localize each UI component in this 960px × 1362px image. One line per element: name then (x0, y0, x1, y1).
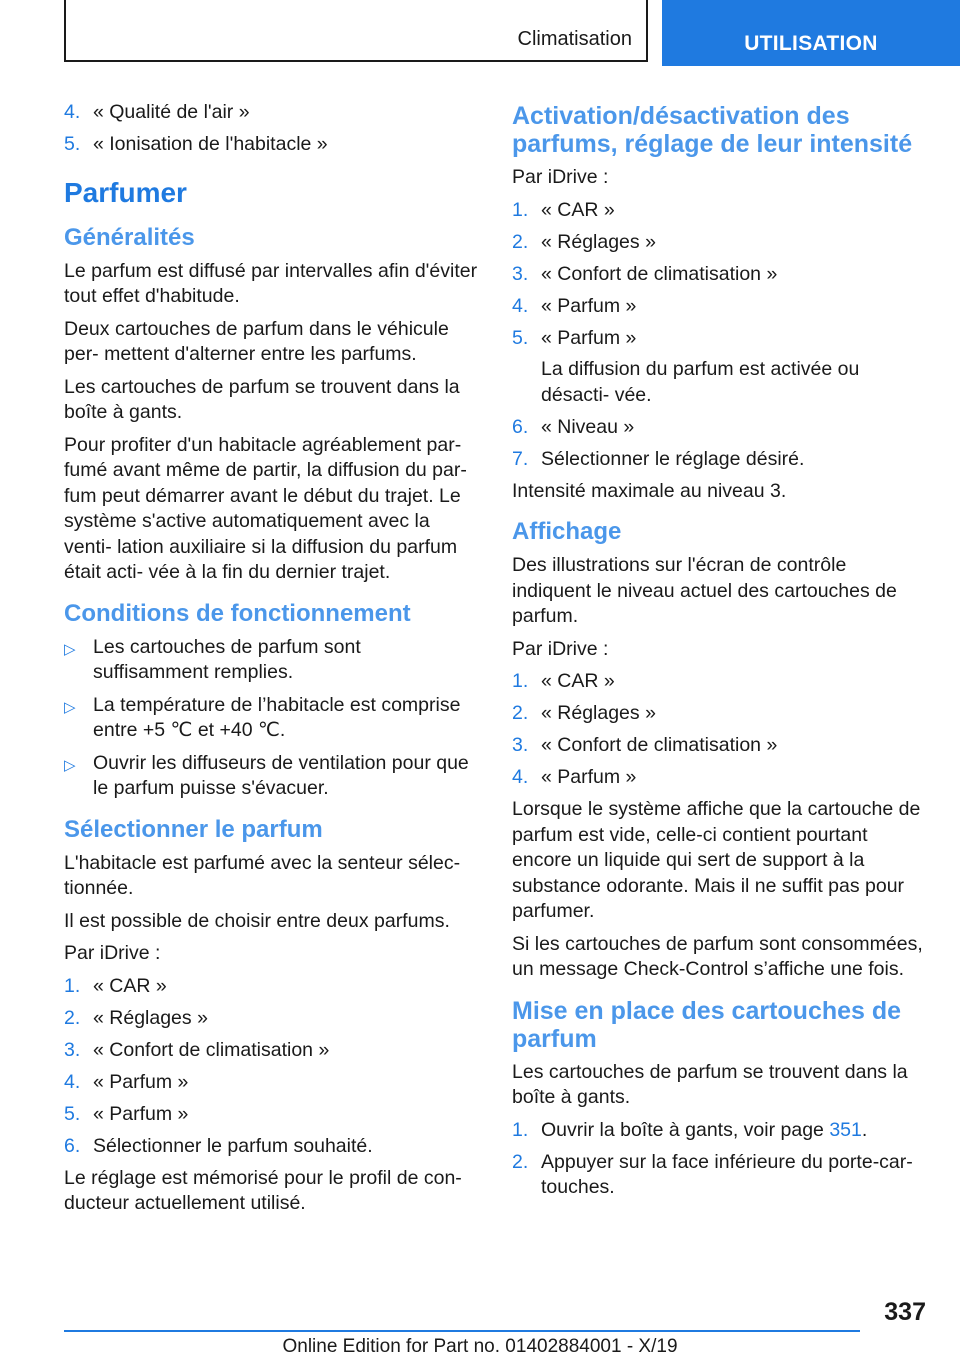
list-item (512, 733, 930, 759)
step-text: « Réglages » (541, 702, 656, 724)
step-text: « CAR » (541, 670, 615, 692)
list-item (512, 262, 930, 288)
step-number: 5. (512, 326, 529, 349)
paragraph: Pour profiter d'un habitacle agréablement par- fumé avant même de partir, la diffusion du par- fum peut démarrer avant le début du trajet. Le système s'active automatiquement avec la venti- lation auxiliaire si la diffusion du parfum était acti- vée à la fin du dernier trajet. (64, 433, 467, 583)
step-number: 6. (64, 1134, 81, 1157)
list-item (512, 669, 930, 695)
step-text: « Confort de climatisation » (541, 262, 778, 285)
list-item (512, 230, 930, 256)
step-number: 2. (64, 1006, 81, 1029)
section-title: Climatisation (517, 28, 632, 50)
step-number: 7. (512, 447, 529, 470)
heading-affichage: Affichage (512, 518, 622, 545)
step-text: « CAR » (93, 974, 167, 997)
footer-divider (64, 1330, 860, 1332)
step-number: 3. (64, 1038, 81, 1061)
selection-steps (64, 974, 480, 1160)
step-number: 1. (512, 1118, 529, 1141)
list-item (64, 100, 480, 126)
list-item (512, 326, 930, 409)
list-item (64, 1006, 480, 1032)
list-item (512, 1118, 930, 1144)
paragraph: Les cartouches de parfum se trouvent dans la boîte à gants. (64, 375, 460, 423)
step-number: 2. (512, 230, 529, 253)
step-text: « Confort de climatisation » (93, 1038, 330, 1061)
bullet-text: Ouvrir les diffuseurs de ventilation pour que le parfum puisse s'évacuer. (93, 751, 469, 799)
step-number: 1. (512, 198, 529, 221)
heading-conditions: Conditions de fonctionnement (64, 599, 411, 627)
step-subtext: La diffusion du parfum est activée ou désacti- vée. (541, 358, 860, 406)
step-text: Sélectionner le réglage désiré. (541, 447, 805, 470)
list-item (512, 294, 930, 320)
step-number: 4. (64, 1070, 81, 1093)
heading-selection: Sélectionner le parfum (64, 815, 323, 843)
list-item (512, 701, 930, 727)
page-header (0, 0, 960, 66)
step-number: 4. (512, 766, 529, 788)
step-number: 2. (512, 702, 529, 724)
paragraph: L'habitacle est parfumé avec la senteur sélec- tionnée. (64, 851, 461, 899)
step-number: 1. (64, 974, 81, 997)
activation-steps (512, 198, 930, 473)
list-item (512, 1150, 930, 1201)
step-text: « Niveau » (541, 415, 635, 438)
step-text: « Parfum » (541, 326, 637, 349)
paragraph: Le réglage est mémorisé pour le profil de con- ducteur actuellement utilisé. (64, 1166, 462, 1214)
step-number: 4. (64, 101, 81, 123)
right-column (512, 100, 930, 1207)
step-text: « Parfum » (541, 766, 637, 788)
step-number: 3. (512, 262, 529, 285)
heading-activation: Activation/désactivation des parfums, réglage de leur intensité (512, 102, 913, 158)
step-number: 3. (512, 734, 529, 756)
affichage-steps (512, 669, 930, 791)
paragraph: Par iDrive : (512, 637, 609, 660)
step-text-end: . (861, 1118, 868, 1141)
heading-mise-en-place: Mise en place des cartouches de parfum (512, 996, 902, 1053)
step-text: « Confort de climatisation » (541, 734, 778, 756)
paragraph: Par iDrive : (512, 166, 609, 188)
step-text: « Parfum » (93, 1102, 189, 1125)
step-text: « Réglages » (93, 1006, 208, 1029)
triangle-bullet-icon: ▷ (64, 756, 76, 774)
paragraph: Deux cartouches de parfum dans le véhicule per- mettent d'alterner entre les parfums. (64, 317, 449, 365)
list-item (512, 415, 930, 441)
chapter-tab-label: UTILISATION (744, 32, 878, 55)
chapter-tab[interactable] (662, 0, 960, 66)
step-number: 6. (512, 415, 529, 438)
paragraph: Des illustrations sur l'écran de contrôle indiquent le niveau actuel des cartouches de parfum. (512, 554, 897, 627)
mise-en-place-steps (512, 1118, 930, 1201)
bullet-text: La température de l’habitacle est comprise entre +5 ℃ et +40 ℃. (93, 693, 461, 741)
bullet-text: Les cartouches de parfum sont suffisamment remplies. (93, 635, 361, 683)
list-item (512, 447, 930, 473)
section-header-box (64, 0, 648, 62)
edition-note: Online Edition for Part no. 01402884001 - X/19 (282, 1336, 678, 1357)
heading-generalites: Généralités (64, 223, 195, 251)
page-number: 337 (884, 1298, 926, 1326)
step-number: 4. (512, 294, 529, 317)
list-item (64, 1070, 480, 1096)
paragraph: Les cartouches de parfum se trouvent dans la boîte à gants. (512, 1060, 908, 1108)
page-link[interactable]: 351 (829, 1118, 862, 1141)
list-item (64, 635, 480, 686)
paragraph: Si les cartouches de parfum sont consommées, un message Check-Control s’affiche une fois. (512, 932, 923, 980)
paragraph: Il est possible de choisir entre deux parfums. (64, 909, 450, 932)
list-item (64, 974, 480, 1000)
list-top (64, 100, 480, 158)
list-item (512, 765, 930, 791)
step-text: « CAR » (541, 198, 615, 221)
paragraph: Le parfum est diffusé par intervalles afin d'éviter tout effet d'habitude. (64, 259, 478, 307)
step-text: « Réglages » (541, 230, 656, 253)
paragraph: Lorsque le système affiche que la cartouche de parfum est vide, celle-ci contient pourtant encore un liquide qui sert de support à la substance odorante. Mais il ne suffit pas pour parfumer. (512, 798, 921, 922)
list-item (64, 751, 480, 802)
list-item (64, 693, 480, 744)
list-item (64, 1102, 480, 1128)
heading-parfumer: Parfumer (64, 176, 187, 208)
step-number: 5. (64, 1102, 81, 1125)
step-text: Sélectionner le parfum souhaité. (93, 1134, 373, 1157)
step-text: « Ionisation de l'habitacle » (93, 133, 328, 155)
list-item (64, 132, 480, 158)
paragraph: Intensité maximale au niveau 3. (512, 479, 787, 502)
list-item (64, 1038, 480, 1064)
list-item (64, 1134, 480, 1160)
step-text: « Qualité de l'air » (93, 101, 250, 123)
step-text: « Parfum » (541, 294, 637, 317)
step-text: Appuyer sur la face inférieure du porte-car- touches. (541, 1150, 913, 1198)
conditions-list (64, 635, 480, 802)
left-column (64, 100, 480, 1224)
step-text: Ouvrir la boîte à gants, voir page (541, 1118, 830, 1141)
list-item (512, 198, 930, 224)
step-number: 1. (512, 670, 529, 692)
triangle-bullet-icon: ▷ (64, 698, 76, 716)
step-text: « Parfum » (93, 1070, 189, 1093)
step-number: 5. (64, 133, 81, 155)
step-number: 2. (512, 1150, 529, 1173)
paragraph: Par iDrive : (64, 942, 161, 964)
triangle-bullet-icon: ▷ (64, 640, 76, 658)
